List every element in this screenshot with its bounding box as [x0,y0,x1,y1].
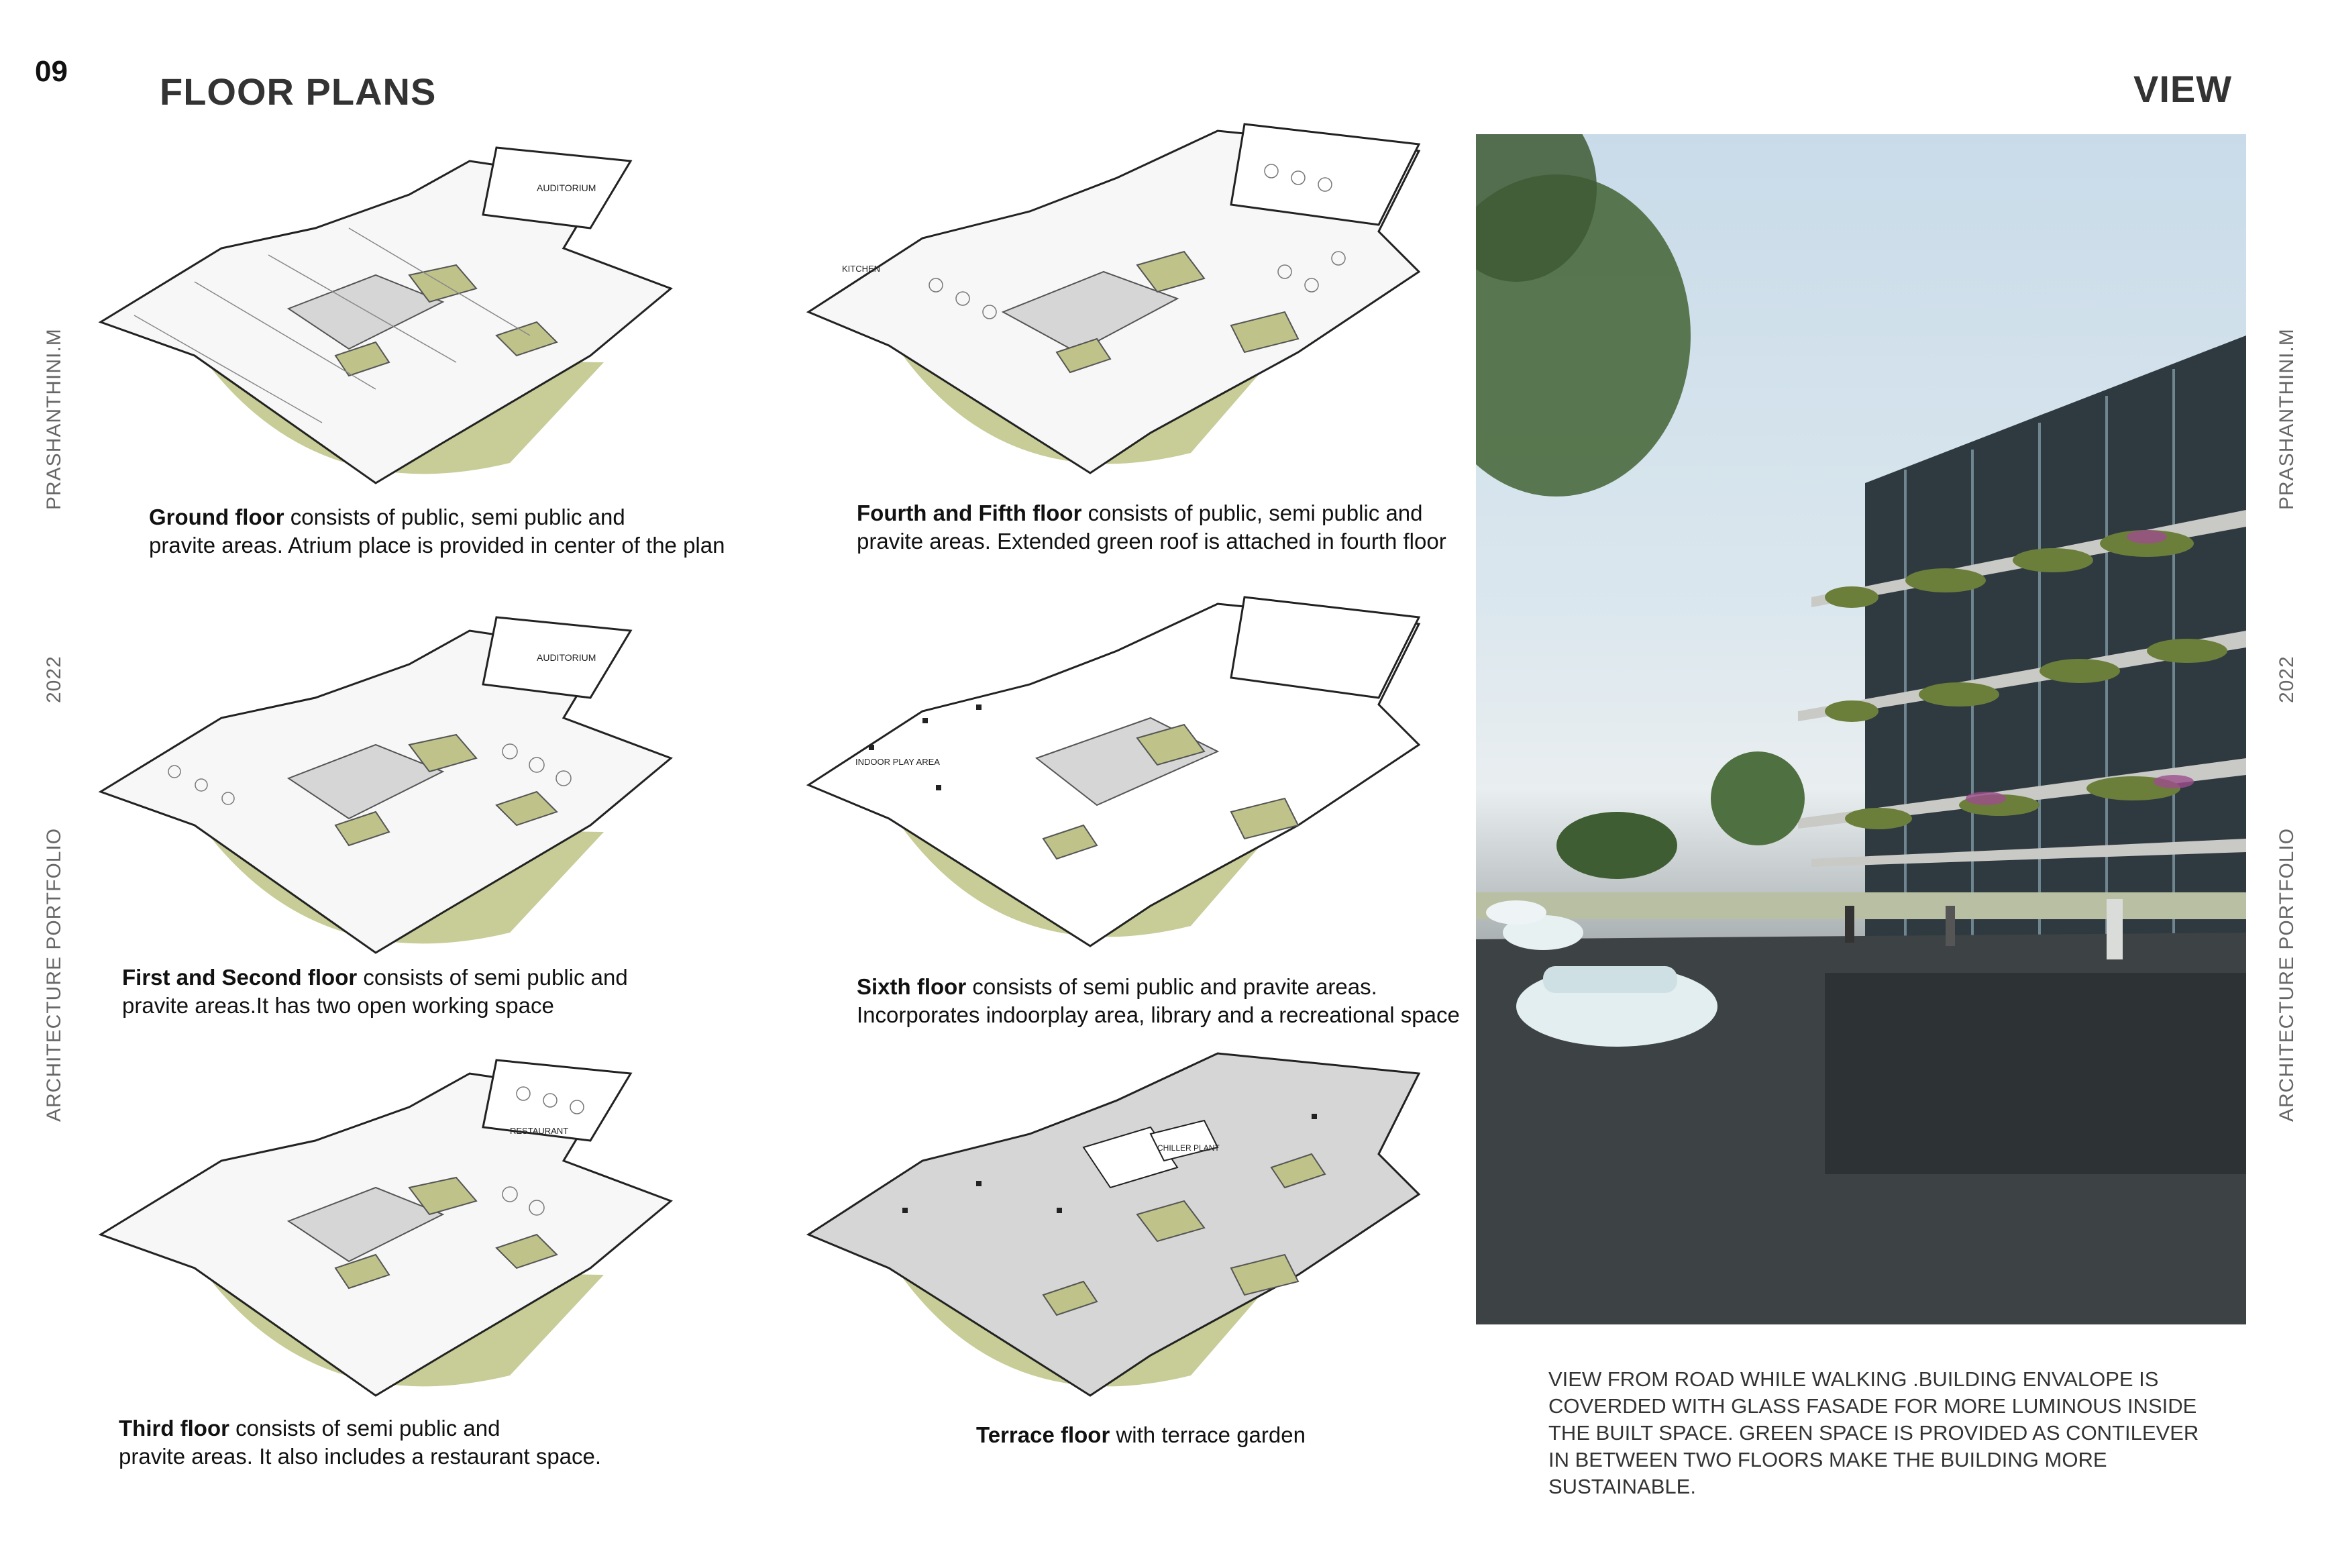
room-label: CHILLER PLANT [1157,1143,1220,1153]
room-label: AUDITORIUM [537,182,596,193]
room-label: AUDITORIUM [537,652,596,663]
room-label: KITCHEN [842,264,881,274]
floor-plans-heading: FLOOR PLANS [160,70,437,113]
side-label-portfolio-left: ARCHITECTURE PORTFOLIO [43,827,65,1122]
ground-floor-caption: Ground floor consists of public, semi public and pravite areas. Atrium place is provided in center of the plan [149,505,725,558]
fourth-fifth-floor-plan [802,111,1439,486]
room-label: INDOOR PLAY AREA [855,757,940,767]
first-second-floor-caption: First and Second floor consists of semi public and pravite areas.It has two open working space [122,965,628,1018]
room-label: RESTAURANT [510,1126,569,1136]
terrace-floor-plan [802,1033,1439,1409]
side-label-name-right: PRASHANTHINI.M [2276,328,2298,510]
terrace-floor-caption: Terrace floor with terrace garden [976,1422,1306,1447]
third-floor-plan [94,1047,765,1409]
sixth-floor-plan [802,584,1439,959]
side-label-portfolio-right: ARCHITECTURE PORTFOLIO [2276,827,2298,1122]
side-label-name-left: PRASHANTHINI.M [43,328,65,510]
side-label-year-left: 2022 [43,656,65,703]
page-number: 09 [35,55,68,88]
third-floor-caption: Third floor consists of semi public and pravite areas. It also includes a restaurant space. [119,1416,602,1469]
ground-floor-plan [94,134,765,496]
view-heading: VIEW [2133,68,2233,110]
sixth-floor-caption: Sixth floor consists of semi public and pravite areas. Incorporates indoorplay area, library and a recreational space [857,974,1460,1027]
fourth-fifth-floor-caption: Fourth and Fifth floor consists of public, semi public and pravite areas. Extended green roof is attached in fourth floor [857,501,1446,554]
side-label-year-right: 2022 [2276,656,2298,703]
building-view-render [1476,134,2246,1324]
view-description: VIEW FROM ROAD WHILE WALKING .BUILDING ENVALOPE IS COVERDED WITH GLASS FASADE FOR MORE LUMINOUS INSIDE THE BUILT SPACE. GREEN SPACE IS PROVIDED AS CONTILEVER IN BETWEEN TWO FLOORS MAKE THE BUILDING MORE SUSTAINABLE. [1548,1367,2199,1498]
first-second-floor-plan [94,604,765,966]
